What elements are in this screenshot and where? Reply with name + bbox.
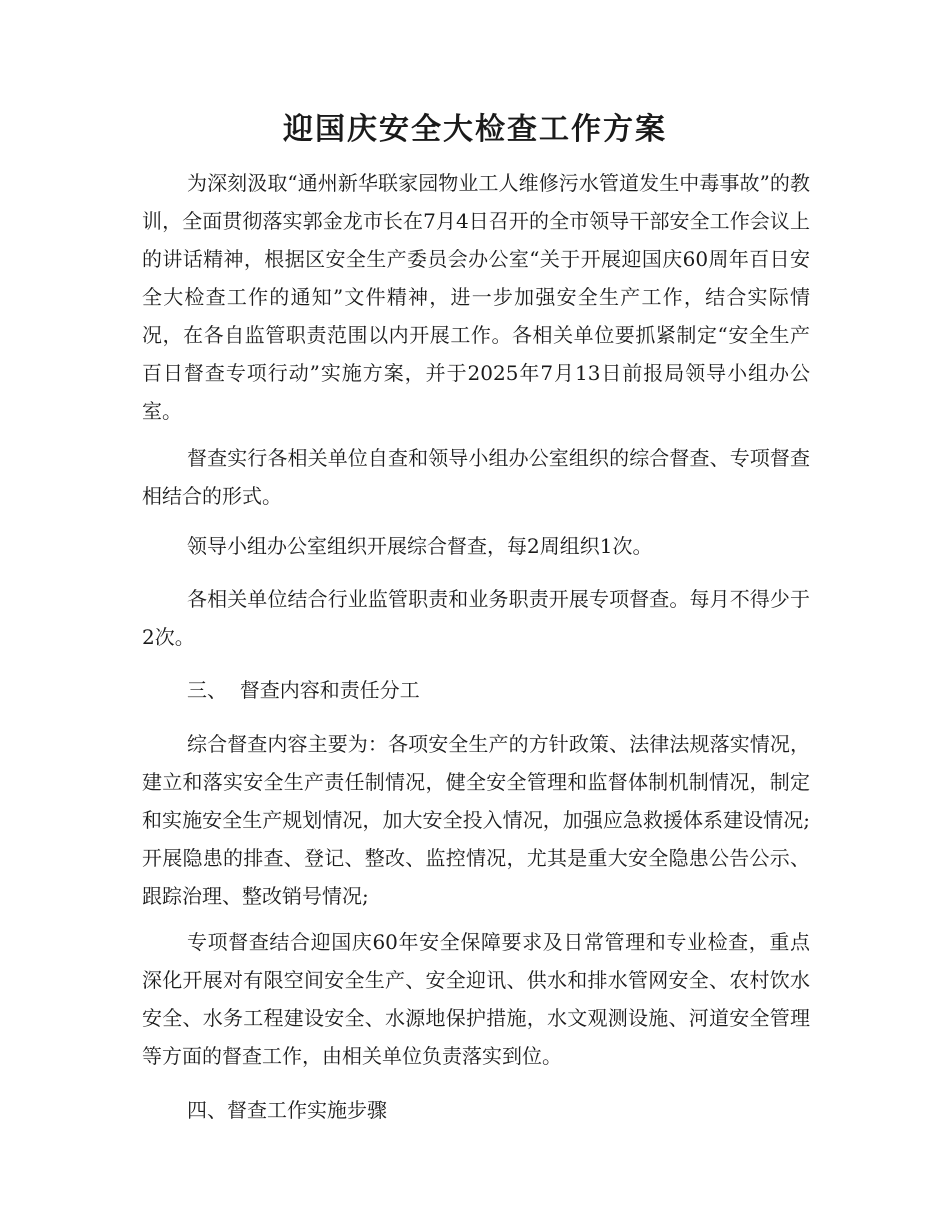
paragraph-special-frequency: 各相关单位结合行业监管职责和业务职责开展专项督查。每月不得少于2次。 xyxy=(142,587,810,649)
paragraph-intro: 为深刻汲取“通州新华联家园物业工人维修污水管道发生中毒事故”的教训，全面贯彻落实郭金龙市长在7月4日召开的全市领导干部安全工作会议上的讲话精神，根据区安全生产委员会办公室“关于开展迎国庆60周年百日安全大检查工作的通知”文件精神，进一步加强安全生产工作，结合实际情况，在各自监管职责范围以内开展工作。各相关单位要抓紧制定“安全生产百日督查专项行动”实施方案，并于2025年7月13日前报局领导小组办公室。 xyxy=(142,171,810,423)
paragraph-comprehensive-content: 综合督查内容主要为：各项安全生产的方针政策、法律法规落实情况，建立和落实安全生产责任制情况，健全安全管理和监督体制机制情况，制定和实施安全生产规划情况，加大安全投入情况，加强应急救援体系建设情况;开展隐患的排查、登记、整改、监控情况，尤其是重大安全隐患公告公示、跟踪治理、整改销号情况; xyxy=(142,732,810,908)
section-heading-4: 四、督查工作实施步骤 xyxy=(187,1098,387,1122)
document-title: 迎国庆安全大检查工作方案 xyxy=(283,112,667,147)
paragraph-supervision-form: 督查实行各相关单位自查和领导小组办公室组织的综合督查、专项督查相结合的形式。 xyxy=(142,446,810,508)
paragraph-special-content: 专项督查结合迎国庆60年安全保障要求及日常管理和专业检查，重点深化开展对有限空间安全生产、安全迎讯、供水和排水管网安全、农村饮水安全、水务工程建设安全、水源地保护措施，水文观测设施、河道安全管理等方面的督查工作，由相关单位负责落实到位。 xyxy=(142,930,810,1068)
paragraph-comprehensive-frequency: 领导小组办公室组织开展综合督查，每2周组织1次。 xyxy=(187,534,653,558)
section-heading-3: 三、 督查内容和责任分工 xyxy=(187,678,420,702)
